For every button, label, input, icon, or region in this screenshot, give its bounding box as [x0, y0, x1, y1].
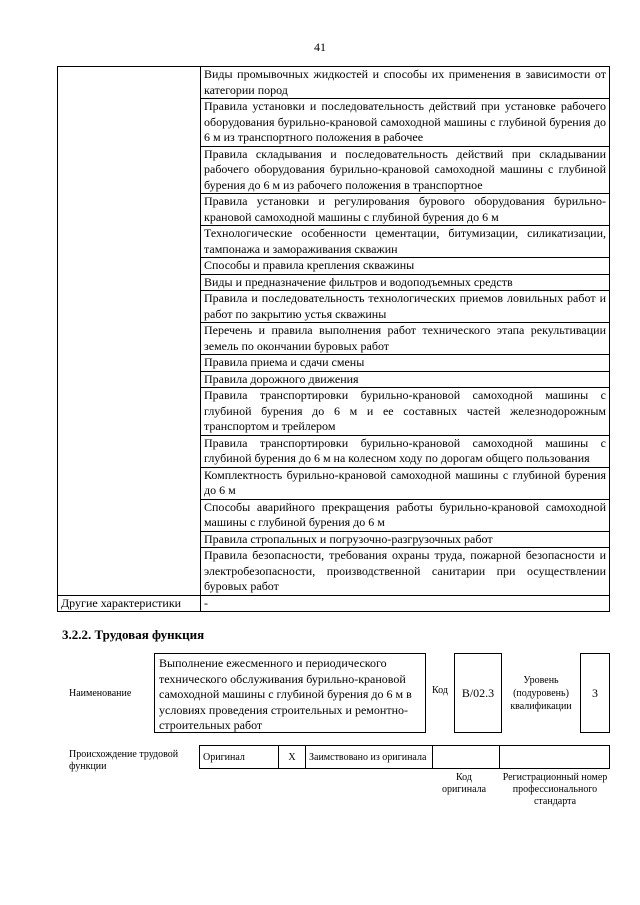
row-text: Способы аварийного прекращения работы бурильно-крановой самоходной машины с глубиной бурения до 6 м	[201, 499, 610, 531]
registration-caption: Регистрационный номер профессионального стандарта	[502, 772, 608, 807]
row-text: Перечень и правила выполнения работ технического этапа рекультивации земель по окончании буровых работ	[201, 323, 610, 355]
borrowed-label: Заимствовано из оригинала	[309, 751, 427, 763]
origin-table	[199, 745, 610, 769]
row-text: -	[201, 595, 610, 612]
table-row	[58, 595, 610, 612]
row-label: Другие характеристики	[58, 595, 201, 612]
row-label	[58, 499, 201, 531]
row-label	[58, 258, 201, 275]
row-text: Правила приема и сдачи смены	[201, 355, 610, 372]
row-text: Правила установки и регулирования бурового оборудования бурильно-крановой самоходной машины с глубиной бурения до 6 м	[201, 194, 610, 226]
original-label: Оригинал	[203, 751, 245, 763]
row-label	[58, 435, 201, 467]
row-label	[58, 67, 201, 99]
row-label	[58, 291, 201, 323]
row-text: Правила установки и последовательность действий при установке рабочего оборудования бурильно-крановой самоходной машины с глубиной бурения до 6 м из транспортного положения в рабочее	[201, 99, 610, 147]
row-text: Комплектность бурильно-крановой самоходной машины с глубиной бурения до 6 м	[201, 467, 610, 499]
row-label	[58, 467, 201, 499]
code-caption: Код оригинала	[441, 772, 487, 795]
borrowed-label-cell	[306, 746, 433, 769]
name-label: Наименование	[69, 688, 132, 699]
table-row	[58, 388, 610, 436]
original-mark: X	[288, 751, 296, 763]
row-label	[58, 323, 201, 355]
row-text: Способы и правила крепления скважины	[201, 258, 610, 275]
row-label	[58, 274, 201, 291]
row-label	[58, 99, 201, 147]
row-label	[58, 194, 201, 226]
table-row	[58, 371, 610, 388]
row-text: Правила дорожного движения	[201, 371, 610, 388]
row-text: Правила складывания и последовательность действий при складывании рабочего оборудования бурильно-крановой самоходной машины с глубиной бурения до 6 м из рабочего положения в транспортное	[201, 146, 610, 194]
original-mark-cell	[279, 746, 306, 769]
row-text: Правила транспортировки бурильно-крановой самоходной машины с глубиной бурения до 6 м и ее составных частей железнодорожным транспортом и трейлером	[201, 388, 610, 436]
row-label	[58, 355, 201, 372]
table-row	[58, 99, 610, 147]
qualification-level-value: 3	[592, 685, 598, 700]
original-code-cell	[433, 746, 500, 769]
qualification-level-box	[580, 653, 610, 733]
row-text: Виды промывочных жидкостей и способы их применения в зависимости от категории пород	[201, 67, 610, 99]
row-label	[58, 548, 201, 596]
row-label	[58, 388, 201, 436]
section-title: 3.2.2. Трудовая функция	[62, 627, 205, 642]
row-label	[58, 226, 201, 258]
table-row	[58, 499, 610, 531]
table-row	[58, 435, 610, 467]
table-row	[58, 548, 610, 596]
row-label	[58, 371, 201, 388]
code-label: Код	[432, 685, 448, 696]
row-text: Правила транспортировки бурильно-крановой самоходной машины с глубиной бурения до 6 м на колесном ходу по дорогам общего пользования	[201, 435, 610, 467]
function-name-value: Выполнение ежесменного и периодического технического обслуживания бурильно-крановой самоходной машины с глубиной бурения до 6 м в условиях проведения строительных и ремонтно-строительных работ	[159, 656, 412, 732]
table-row	[58, 274, 610, 291]
original-label-cell	[200, 746, 279, 769]
function-name-box	[154, 653, 426, 733]
table-row	[58, 67, 610, 99]
origin-label: Происхождение трудовой функции	[69, 749, 179, 772]
row-label	[58, 146, 201, 194]
table-row	[58, 467, 610, 499]
row-text: Виды и предназначение фильтров и водоподъемных средств	[201, 274, 610, 291]
table-row	[58, 323, 610, 355]
table-row	[58, 194, 610, 226]
table-row	[58, 355, 610, 372]
row-text: Технологические особенности цементации, битумизации, силикатизации, тампонажа и замораживания скважин	[201, 226, 610, 258]
row-text: Правила стропальных и погрузочно-разгрузочных работ	[201, 531, 610, 548]
knowledge-table	[57, 66, 610, 612]
table-row	[58, 291, 610, 323]
row-label	[58, 531, 201, 548]
table-row	[58, 146, 610, 194]
table-row	[58, 531, 610, 548]
function-code-value: B/02.3	[461, 685, 495, 700]
registration-number-cell	[500, 746, 610, 769]
table-row	[58, 258, 610, 275]
row-text: Правила безопасности, требования охраны труда, пожарной безопасности и электробезопасности, производственной санитарии при осуществлении буровых работ	[201, 548, 610, 596]
level-label: Уровень (подуровень) квалификации	[510, 675, 572, 712]
page-number: 41	[314, 40, 326, 54]
table-row	[58, 226, 610, 258]
function-code-box	[454, 653, 502, 733]
row-text: Правила и последовательность технологических приемов ловильных работ и работ по закрытию устья скважины	[201, 291, 610, 323]
